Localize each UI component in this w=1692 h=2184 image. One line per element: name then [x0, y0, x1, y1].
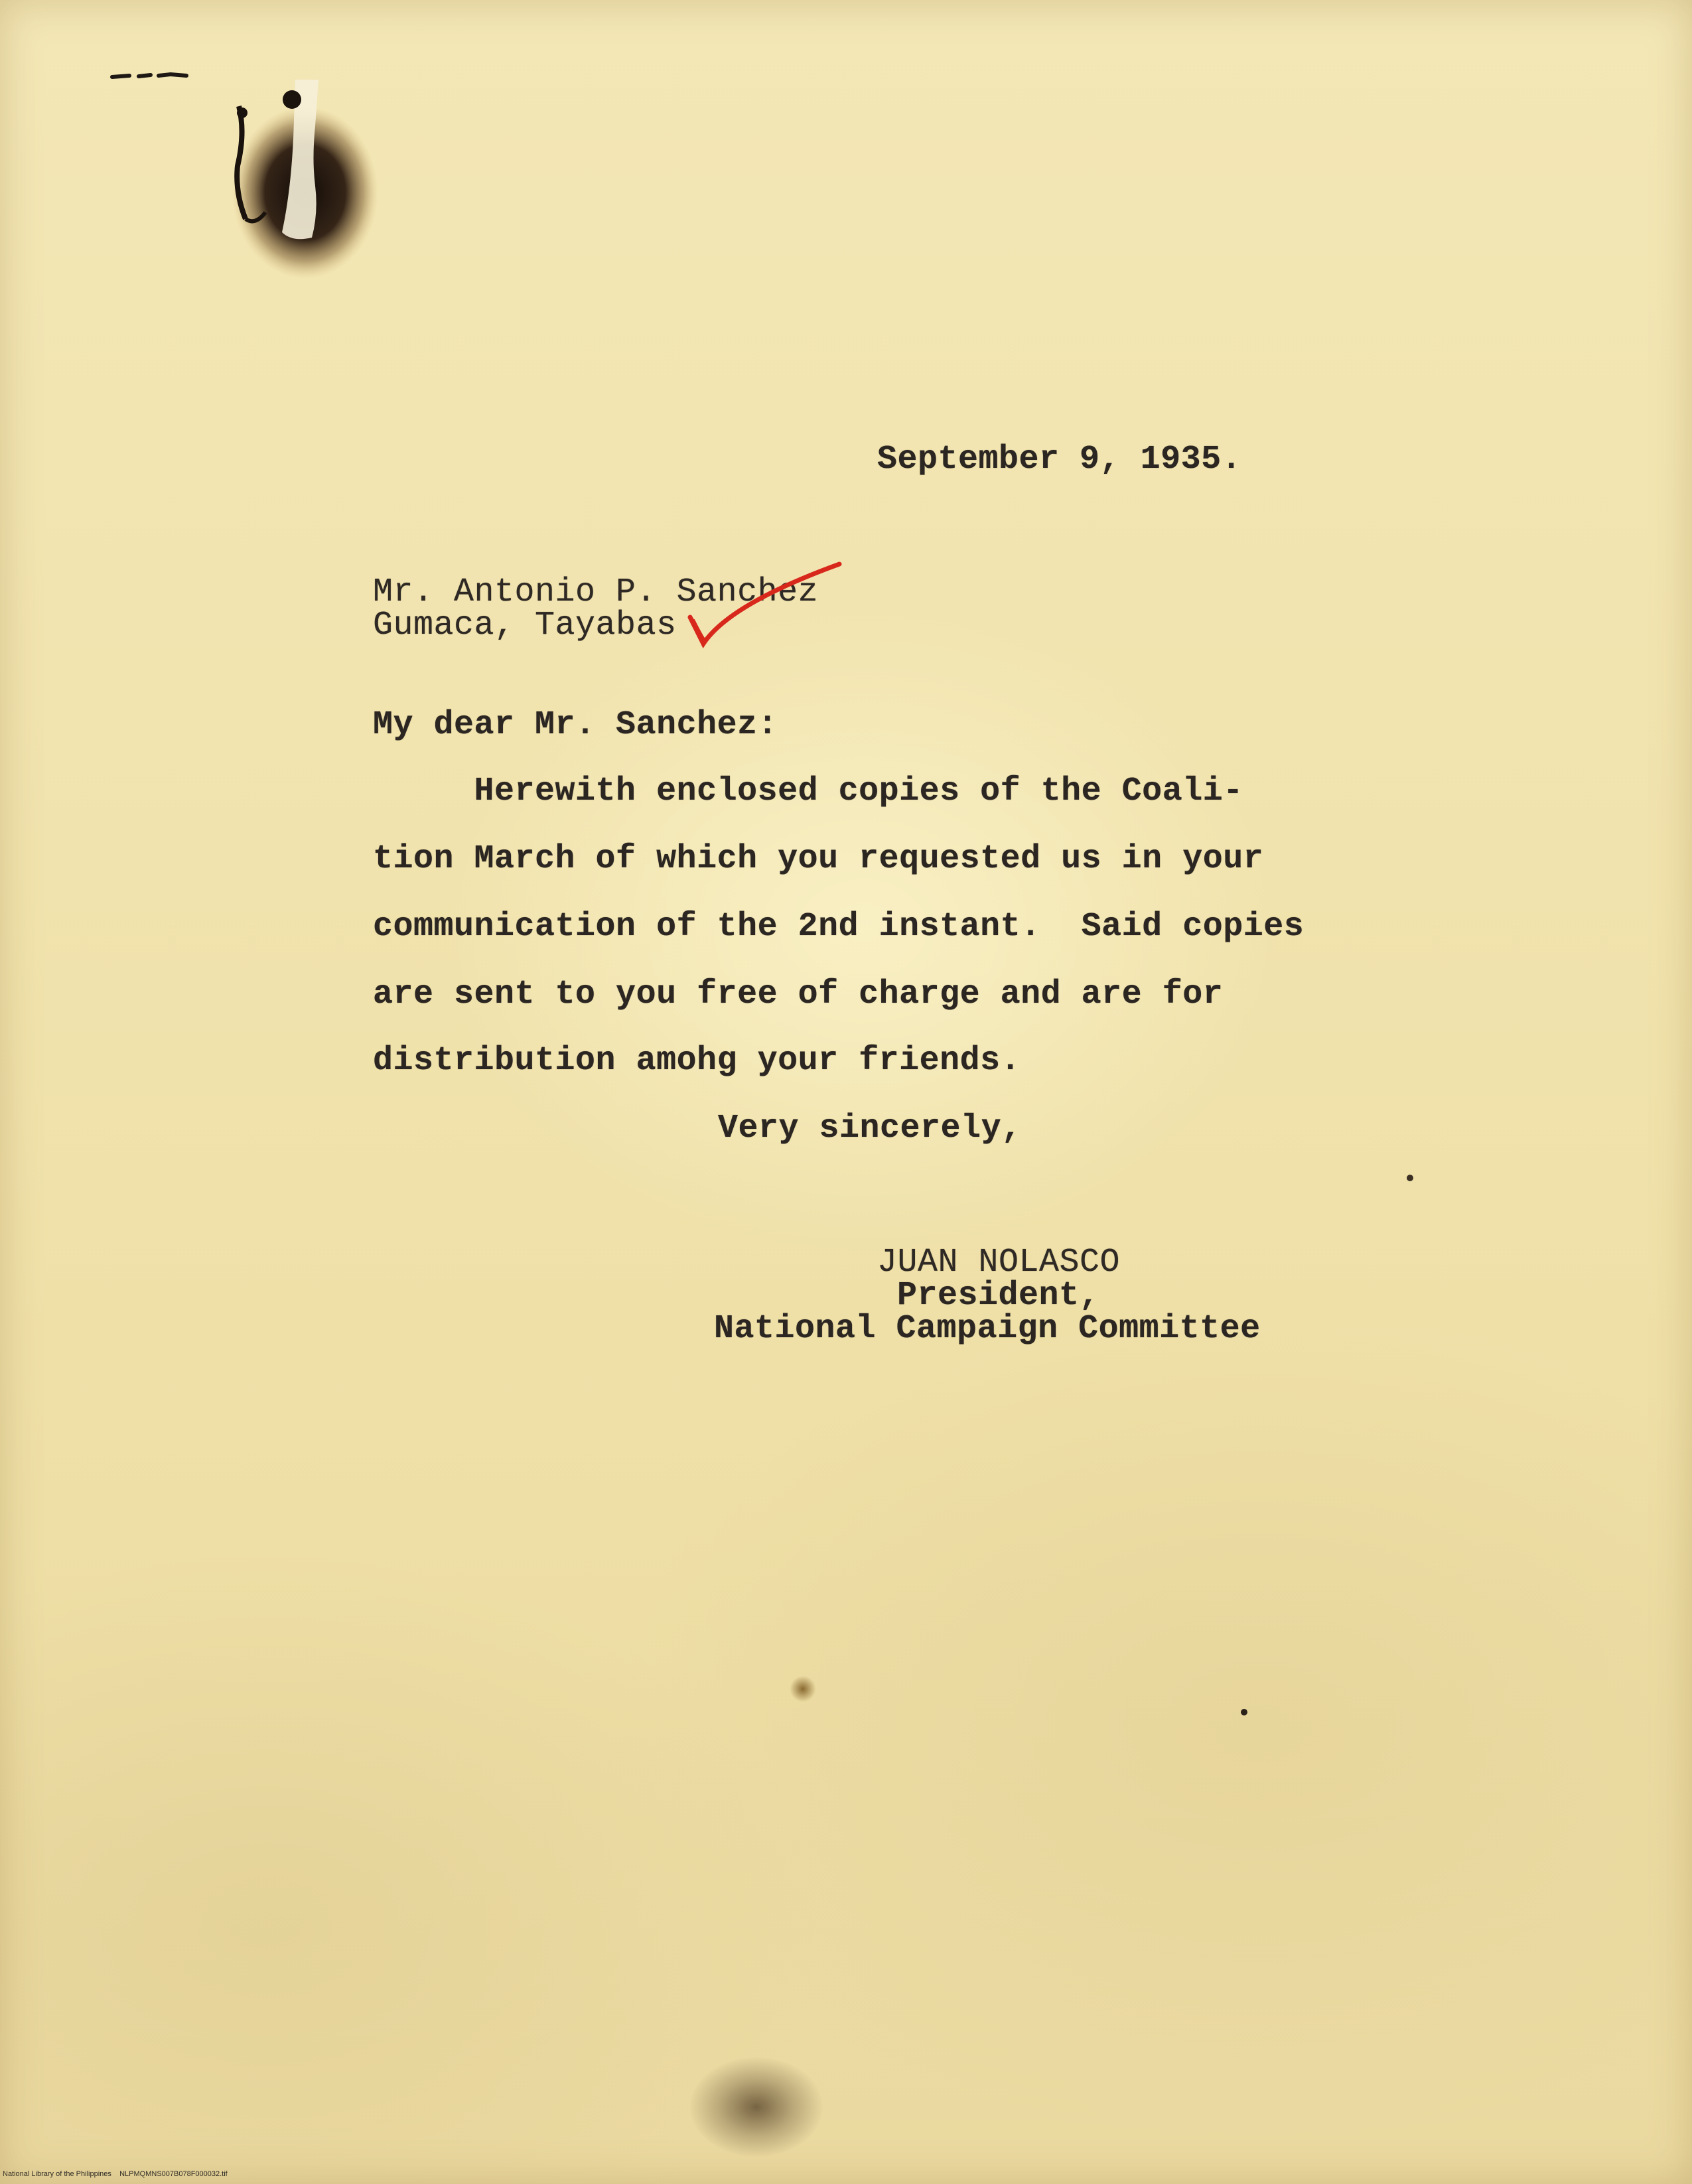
- stain-spot: [1241, 1709, 1247, 1715]
- recipient-place: Gumaca, Tayabas: [373, 607, 677, 644]
- body-line-1: Herewith enclosed copies of the Coali-: [373, 772, 1243, 810]
- signer-name: JUAN NOLASCO: [877, 1244, 1121, 1281]
- body-line-2: tion March of which you requested us in your: [373, 840, 1264, 878]
- stain-spot: [1407, 1175, 1413, 1181]
- body-line-5: distribution amohg your friends.: [373, 1042, 1021, 1080]
- letter-date: September 9, 1935.: [877, 441, 1242, 478]
- stain-spot: [790, 1676, 816, 1702]
- body-line-4: are sent to you free of charge and are for: [373, 976, 1224, 1013]
- signer-organization: National Campaign Committee: [714, 1310, 1261, 1348]
- signer-title: President,: [897, 1277, 1100, 1315]
- red-check-mark: [677, 557, 849, 657]
- archive-footer-stamp: National Library of the Philippines NLPMQMNS007B078F000032.tif: [3, 2170, 228, 2178]
- stain-spot: [690, 2057, 823, 2157]
- closing: Very sincerely,: [718, 1110, 1022, 1147]
- recipient-name: Mr. Antonio P. Sanchez: [373, 573, 819, 611]
- salutation: My dear Mr. Sanchez:: [373, 706, 778, 744]
- ink-dash-mark: [109, 66, 189, 86]
- body-line-3: communication of the 2nd instant. Said copies: [373, 908, 1304, 946]
- burn-hole-damage: [219, 80, 385, 279]
